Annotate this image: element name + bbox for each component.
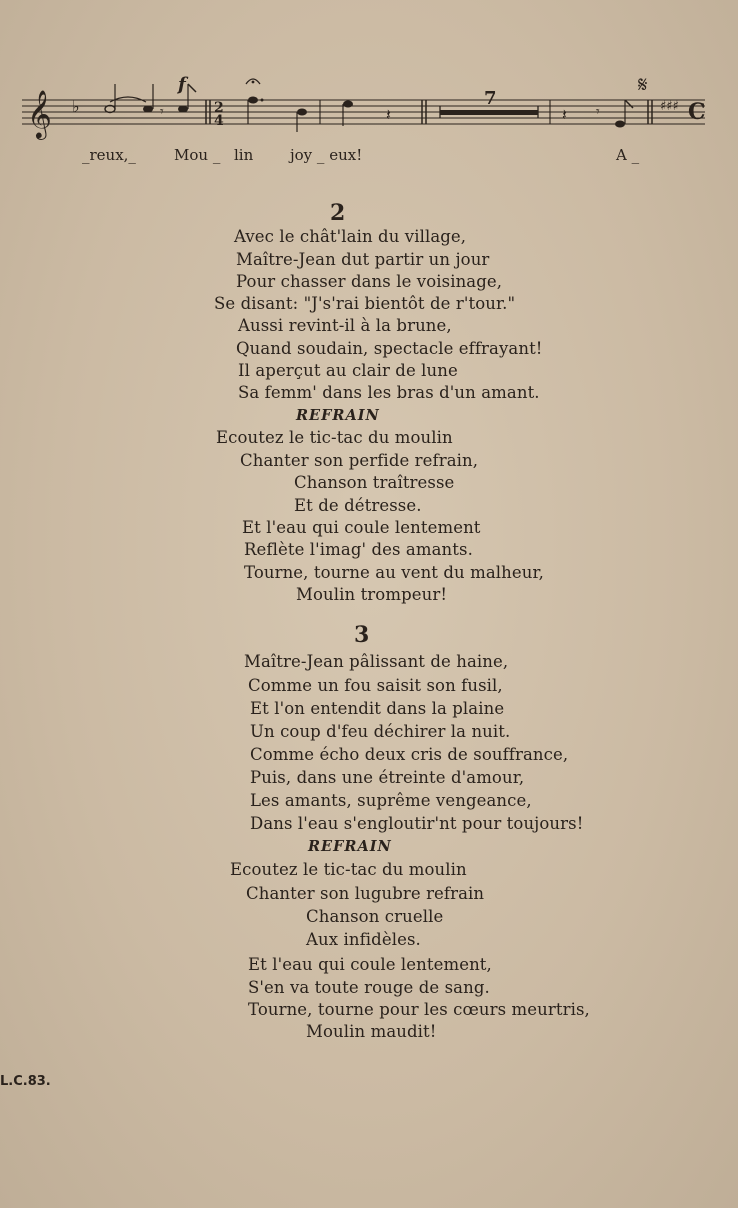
publisher-code: L.C.83. [0, 1074, 51, 1089]
refrain-line: Tourne, tourne pour les cœurs meurtris, [248, 1000, 590, 1019]
verse-line: Quand soudain, spectacle effrayant! [236, 339, 543, 358]
svg-text:2: 2 [214, 100, 224, 116]
svg-text:4: 4 [214, 113, 224, 129]
verse-line: Maître-Jean dut partir un jour [236, 250, 490, 269]
verse-line: Dans l'eau s'engloutir'nt pour toujours! [250, 814, 584, 833]
verse-line: Comme un fou saisit son fusil, [248, 676, 503, 695]
svg-text:𝄾: 𝄾 [160, 104, 164, 120]
lyric-3: lin [234, 146, 254, 164]
rest-count: 7 [484, 88, 497, 109]
dynamic-mark: f [178, 74, 186, 95]
verse-number: 2 [330, 200, 346, 226]
verse-line: Un coup d'feu déchirer la nuit. [250, 722, 511, 741]
svg-text:𝄽: 𝄽 [386, 105, 391, 124]
flat-icon: ♭ [72, 97, 80, 116]
refrain-line: Ecoutez le tic-tac du moulin [230, 860, 467, 879]
verse-line: Puis, dans une étreinte d'amour, [250, 768, 525, 787]
verse-line: Il aperçut au clair de lune [238, 361, 458, 380]
music-staff [0, 70, 738, 170]
refrain-line: Reflète l'imag' des amants. [244, 540, 473, 559]
refrain-title: REFRAIN [308, 838, 392, 855]
svg-text:𝄾: 𝄾 [596, 104, 600, 120]
refrain-line: Chanson traîtresse [294, 473, 455, 492]
verse-line: Les amants, suprême vengeance, [250, 791, 532, 810]
refrain-line: Chanter son lugubre refrain [246, 884, 485, 903]
refrain-line: Et l'eau qui coule lentement, [248, 955, 492, 974]
verse-line: Avec le chât'lain du village, [234, 227, 467, 246]
lyric-2: Mou _ [174, 146, 221, 164]
refrain-line: Moulin maudit! [306, 1022, 437, 1041]
refrain-line: Ecoutez le tic-tac du moulin [216, 428, 453, 447]
sharp-icon: ♯♯♯ [660, 99, 679, 114]
refrain-line: Tourne, tourne au vent du malheur, [244, 563, 544, 582]
lyric-4: joy _ eux! [290, 146, 363, 164]
lyric-5: A _ [616, 146, 640, 164]
verse-line: Se disant: "J's'rai bientôt de r'tour." [214, 294, 516, 313]
refrain-line: Et l'eau qui coule lentement [242, 518, 481, 537]
treble-clef-icon: 𝄞 [27, 89, 52, 138]
common-time-icon: C [688, 99, 706, 125]
verse-line: Maître-Jean pâlissant de haine, [244, 652, 509, 671]
verse-line: Et l'on entendit dans la plaine [250, 699, 505, 718]
refrain-title: REFRAIN [296, 407, 380, 424]
verse-line: Pour chasser dans le voisinage, [236, 272, 503, 291]
refrain-line: Chanson cruelle [306, 907, 444, 926]
refrain-line: S'en va toute rouge de sang. [248, 978, 490, 997]
refrain-line: Moulin trompeur! [296, 585, 448, 604]
refrain-line: Aux infidèles. [306, 930, 421, 949]
verse-number: 3 [354, 622, 370, 648]
refrain-line: Chanter son perfide refrain, [240, 451, 479, 470]
lyric-1: _reux,_ [82, 146, 136, 164]
refrain-line: Et de détresse. [294, 496, 422, 515]
verse-line: Sa femm' dans les bras d'un amant. [238, 383, 540, 402]
segno-icon: 𝄋 [638, 73, 648, 98]
verse-line: Aussi revint-il à la brune, [238, 316, 452, 335]
verse-line: Comme écho deux cris de souffrance, [250, 745, 569, 764]
svg-text:𝄽: 𝄽 [562, 105, 567, 124]
